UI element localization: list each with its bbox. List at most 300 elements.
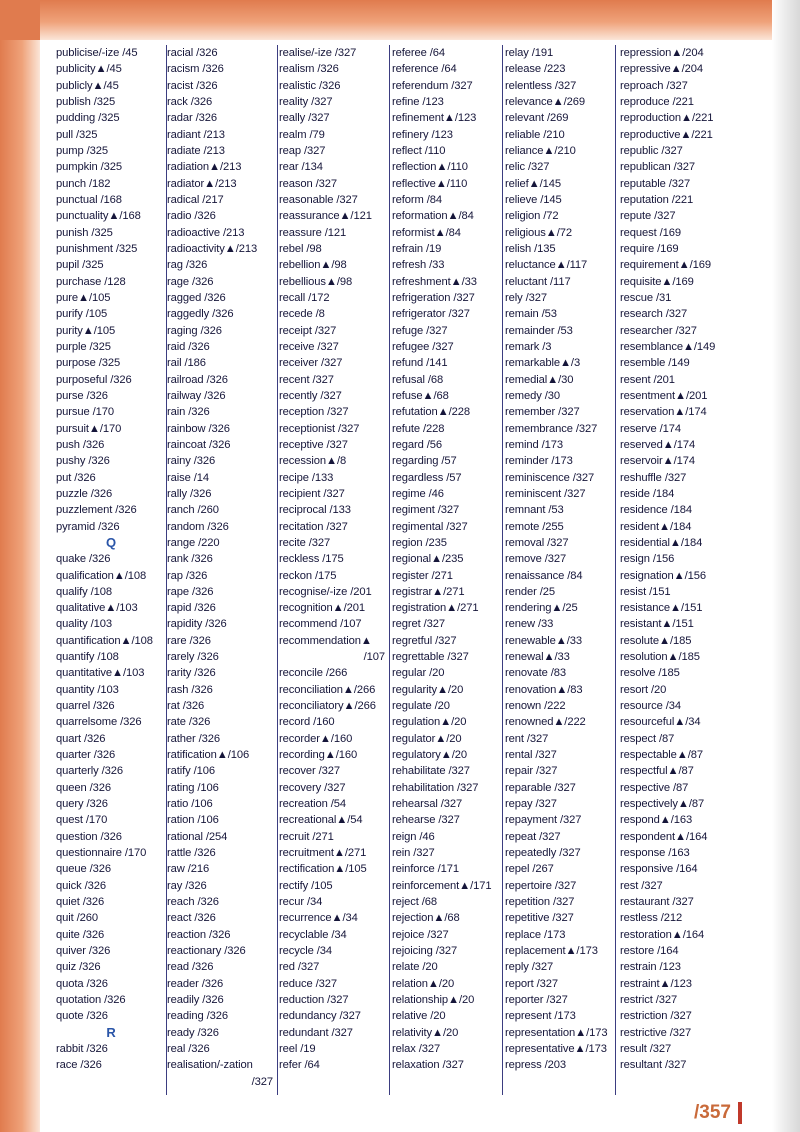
index-entry: real /326	[167, 1043, 210, 1056]
index-entry: relish /135	[505, 242, 556, 255]
index-entry: reject /68	[392, 896, 438, 909]
index-entry: raw /216	[167, 863, 210, 876]
index-entry: resignation▲/156	[620, 569, 706, 582]
index-entry: refrigeration /327	[392, 291, 475, 304]
index-entry: put /326	[56, 471, 96, 484]
index-entry: red /327	[279, 961, 320, 974]
index-entry: racism /326	[167, 63, 224, 76]
index-entry: random /326	[167, 520, 229, 533]
index-entry: raincoat /326	[167, 438, 231, 451]
index-entry: regional▲/235	[392, 553, 464, 566]
index-entry: recycle /34	[279, 945, 332, 958]
index-entry: relic /327	[505, 161, 550, 174]
index-entry: redundant /327	[279, 1026, 353, 1039]
index-entry: racial /326	[167, 47, 218, 59]
index-entry: renewable▲/33	[505, 634, 582, 647]
index-entry: respect /87	[620, 732, 675, 745]
index-entry: rehabilitate /327	[392, 765, 470, 778]
index-entry: quota /326	[56, 977, 108, 990]
index-entry: reception /327	[279, 406, 349, 419]
index-entry: reality /327	[279, 95, 333, 108]
index-entry: refute /228	[392, 422, 445, 435]
index-entry: ranch /260	[167, 504, 219, 517]
index-entry: punishment /325	[56, 242, 138, 255]
index-entry: repay /327	[505, 798, 557, 811]
index-entry: rack /326	[167, 95, 213, 108]
index-entry: ration /106	[167, 814, 219, 827]
index-entry: recyclable /34	[279, 928, 347, 941]
index-entry: resource /34	[620, 700, 681, 713]
index-entry: relate /20	[392, 961, 438, 974]
index-entry: responsive /164	[620, 863, 698, 876]
index-entry: replace /173	[505, 928, 566, 941]
index-entry: pursue /170	[56, 406, 114, 419]
index-entry: repetitive /327	[505, 912, 574, 925]
index-entry: radar /326	[167, 112, 217, 125]
index-entry: repression▲/204	[620, 47, 704, 59]
index-entry: range /220	[167, 536, 220, 549]
index-entry: refund /141	[392, 357, 448, 370]
index-entry: radioactive /213	[167, 226, 245, 239]
index-entry: resolute▲/185	[620, 634, 692, 647]
index-entry: rat /326	[167, 700, 205, 713]
index-entry: radiator▲/213	[167, 177, 237, 190]
index-entry: reshuffle /327	[620, 471, 687, 484]
index-entry: receive /327	[279, 340, 339, 353]
index-entry: recent /327	[279, 373, 334, 386]
index-entry: reluctance▲/117	[505, 259, 588, 272]
index-entry: recede /8	[279, 308, 325, 321]
index-entry: repair /327	[505, 765, 558, 778]
index-entry: regarding /57	[392, 455, 457, 468]
index-entry: rap /326	[167, 569, 208, 582]
index-entry: rescue /31	[620, 291, 672, 304]
index-entry: restless /212	[620, 912, 683, 925]
index-entry: remote /255	[505, 520, 564, 533]
index-entry: relieve /145	[505, 193, 562, 206]
index-entry: receipt /327	[279, 324, 337, 337]
index-entry: realism /326	[279, 63, 339, 76]
index-entry: refugee /327	[392, 340, 454, 353]
index-entry: regiment /327	[392, 504, 460, 517]
index-entry: recovery /327	[279, 781, 346, 794]
index-entry: recreation /54	[279, 798, 347, 811]
index-entry: quarterly /326	[56, 765, 124, 778]
index-entry: refuse▲/68	[392, 389, 449, 402]
index-entry: reparable /327	[505, 781, 576, 794]
index-entry: pump /325	[56, 144, 108, 157]
index-entry: reign /46	[392, 830, 435, 843]
index-column-6	[620, 45, 730, 1095]
index-entry: reliable /210	[505, 128, 565, 141]
index-entry: rejoice /327	[392, 928, 449, 941]
index-entry: refer /64	[279, 1059, 320, 1072]
index-entry: rapid /326	[167, 602, 216, 615]
index-entry: quick /326	[56, 879, 106, 892]
index-entry: quarrelsome /326	[56, 716, 142, 729]
index-entry: purpose /325	[56, 357, 121, 370]
index-entry: research /327	[620, 308, 688, 321]
index-entry: radical /217	[167, 193, 224, 206]
index-entry: pushy /326	[56, 455, 110, 468]
index-entry: quantity /103	[56, 683, 119, 696]
index-column-4	[392, 45, 503, 1095]
index-entry: queue /326	[56, 863, 111, 876]
section-letter: R	[106, 1024, 116, 1040]
index-entry: reader /326	[167, 977, 224, 990]
index-entry: renewal▲/33	[505, 651, 570, 664]
index-entry: repeat /327	[505, 830, 561, 843]
index-entry: renovation▲/83	[505, 683, 583, 696]
index-entry: recognise/-ize /201	[279, 585, 372, 598]
index-entry: quality /103	[56, 618, 113, 631]
index-entry: purity▲/105	[56, 324, 116, 337]
index-entry: read /326	[167, 961, 214, 974]
index-entry: relaxation /327	[392, 1059, 464, 1072]
index-entry: rainy /326	[167, 455, 216, 468]
index-entry: purse /326	[56, 389, 108, 402]
index-entry: regulator▲/20	[392, 732, 462, 745]
index-entry: recipe /133	[279, 471, 334, 484]
index-entry: resent /201	[620, 373, 675, 386]
index-entry: rehearse /327	[392, 814, 460, 827]
index-entry: reactionary /326	[167, 945, 246, 958]
index-entry: reason /327	[279, 177, 337, 190]
index-entry: reconcile /266	[279, 667, 348, 680]
index-entry: recently /327	[279, 389, 342, 402]
index-entry: reflect /110	[392, 144, 446, 157]
index-entry: railroad /326	[167, 373, 228, 386]
index-entry: quiz /326	[56, 961, 101, 974]
index-entry: quiet /326	[56, 896, 105, 909]
index-entry: reduce /327	[279, 977, 337, 990]
index-entry: regard /56	[392, 438, 442, 451]
index-entry: rectification▲/105	[279, 863, 367, 876]
index-entry: race /326	[56, 1059, 102, 1072]
index-entry: reference /64	[392, 63, 457, 76]
index-entry: reading /326	[167, 1010, 229, 1023]
index-entry: referee /64	[392, 47, 446, 59]
index-entry: reach /326	[167, 896, 219, 909]
index-entry: quit /260	[56, 912, 99, 925]
index-entry: recreational▲/54	[279, 814, 363, 827]
index-entry: quantitative▲/103	[56, 667, 145, 680]
index-entry: recipient /327	[279, 487, 345, 500]
index-entry: relevance▲/269	[505, 95, 585, 108]
index-entry: ready /326	[167, 1026, 219, 1039]
index-entry: ray /326	[167, 879, 207, 892]
index-entry: reproduce /221	[620, 95, 694, 108]
index-entry: reproductive▲/221	[620, 128, 713, 141]
page-right-shadow	[772, 0, 800, 1132]
index-entry: reformation▲/84	[392, 210, 474, 223]
index-entry: recite /327	[279, 536, 331, 549]
index-entry: release /223	[505, 63, 566, 76]
index-entry: region /235	[392, 536, 447, 549]
index-entry: reproach /327	[620, 79, 688, 92]
index-entry: rarely /326	[167, 651, 219, 664]
index-entry: rarity /326	[167, 667, 216, 680]
index-entry: reel /19	[279, 1043, 316, 1056]
index-entry: quarter /326	[56, 749, 116, 762]
index-entry: respectful▲/87	[620, 765, 694, 778]
index-entry: reciprocal /133	[279, 504, 351, 517]
index-entry: repertoire /327	[505, 879, 577, 892]
index-entry: recover /327	[279, 765, 340, 778]
index-entry: quantify /108	[56, 651, 119, 664]
index-entry: recording▲/160	[279, 749, 358, 762]
index-entry: regretful /327	[392, 634, 457, 647]
index-entry: reform /84	[392, 193, 442, 206]
index-entry: reflection▲/110	[392, 161, 468, 174]
index-entry: pure▲/105	[56, 291, 111, 304]
index-entry: pyramid /326	[56, 520, 120, 533]
index-entry: push /326	[56, 438, 105, 451]
index-entry: respectively▲/87	[620, 798, 705, 811]
index-entry: respective /87	[620, 781, 689, 794]
index-entry: restrict /327	[620, 994, 678, 1007]
index-entry: publicise/-ize /45	[56, 47, 138, 59]
index-entry: resident▲/184	[620, 520, 692, 533]
index-entry: qualify /108	[56, 585, 113, 598]
index-entry: reminiscent /327	[505, 487, 586, 500]
index-entry: realm /79	[279, 128, 325, 141]
index-entry: raid /326	[167, 340, 210, 353]
index-entry: remark /3	[505, 340, 552, 353]
index-entry: recommendation▲	[279, 634, 372, 647]
index-entry: rain /326	[167, 406, 210, 419]
index-entry: reminder /173	[505, 455, 573, 468]
index-entry: renowned▲/222	[505, 716, 586, 729]
index-entry: reservation▲/174	[620, 406, 707, 419]
index-entry: reliance▲/210	[505, 144, 576, 157]
index-entry: resolution▲/185	[620, 651, 700, 664]
index-entry: rather /326	[167, 732, 221, 745]
index-entry: reputable /327	[620, 177, 691, 190]
page-top-edge	[0, 0, 800, 40]
index-entry: relevant /269	[505, 112, 569, 125]
index-entry: ratify /106	[167, 765, 216, 778]
index-entry: relief▲/145	[505, 177, 561, 190]
index-entry: punish /325	[56, 226, 113, 239]
index-entry: refreshment▲/33	[392, 275, 477, 288]
index-entry: remember /327	[505, 406, 580, 419]
index-entry: rehabilitation /327	[392, 781, 479, 794]
index-entry: radioactivity▲/213	[167, 242, 258, 255]
index-entry: reluctant /117	[505, 275, 571, 288]
index-entry: repute /327	[620, 210, 676, 223]
index-entry: recommend /107	[279, 618, 362, 631]
index-entry: rely /327	[505, 291, 548, 304]
index-entry: representative▲/173	[505, 1043, 607, 1056]
index-entry: publish /325	[56, 95, 116, 108]
index-entry: restriction /327	[620, 1010, 692, 1023]
index-entry: raise /14	[167, 471, 210, 484]
index-entry: receptionist /327	[279, 422, 360, 435]
index-entry: refusal /68	[392, 373, 444, 386]
index-entry: resort /20	[620, 683, 667, 696]
index-entry: recognition▲/201	[279, 602, 365, 615]
index-entry: restoration▲/164	[620, 928, 705, 941]
index-entry: ratification▲/106	[167, 749, 250, 762]
index-entry: resourceful▲/34	[620, 716, 701, 729]
index-entry: repetition /327	[505, 896, 575, 909]
index-entry: remove /327	[505, 553, 567, 566]
index-entry: readily /326	[167, 994, 224, 1007]
index-entry: refinement▲/123	[392, 112, 477, 125]
index-entry: result /327	[620, 1043, 672, 1056]
index-entry: questionnaire /170	[56, 847, 147, 860]
index-entry: reply /327	[505, 961, 554, 974]
index-entry: reassure /121	[279, 226, 347, 239]
index-entry: reflective▲/110	[392, 177, 468, 190]
index-entry: renovate /83	[505, 667, 566, 680]
index-entry: refrain /19	[392, 242, 442, 255]
index-entry: reconciliation▲/266	[279, 683, 376, 696]
index-entry: purple /325	[56, 340, 111, 353]
index-entry: resistant▲/151	[620, 618, 694, 631]
index-entry: response /163	[620, 847, 690, 860]
index-entry: restrain /123	[620, 961, 681, 974]
index-entry: reproduction▲/221	[620, 112, 714, 125]
index-entry: republic /327	[620, 144, 683, 157]
index-column-3	[279, 45, 390, 1095]
index-entry: renown /222	[505, 700, 566, 713]
index-entry: registration▲/271	[392, 602, 479, 615]
index-entry: reckon /175	[279, 569, 337, 582]
index-entry: radiate /213	[167, 144, 225, 157]
index-entry: replacement▲/173	[505, 945, 598, 958]
index-entry: ratio /106	[167, 798, 213, 811]
index-entry: reinforcement▲/171	[392, 879, 492, 892]
index-entry: rattle /326	[167, 847, 216, 860]
index-entry: remnant /53	[505, 504, 564, 517]
index-entry: religious▲/72	[505, 226, 572, 239]
index-entry: reassurance▲/121	[279, 210, 372, 223]
index-entry: quiver /326	[56, 945, 111, 958]
index-entry: resign /156	[620, 553, 675, 566]
index-entry-continuation: /327	[251, 1075, 273, 1088]
index-entry: removal /327	[505, 536, 569, 549]
index-entry: respondent▲/164	[620, 830, 708, 843]
index-entry: resemble /149	[620, 357, 690, 370]
index-entry: rational /254	[167, 830, 228, 843]
index-entry: repayment /327	[505, 814, 582, 827]
index-entry: question /326	[56, 830, 122, 843]
index-entry: rash /326	[167, 683, 213, 696]
index-entry: regularity▲/20	[392, 683, 464, 696]
index-entry: recession▲/8	[279, 455, 347, 468]
index-entry: radiant /213	[167, 128, 225, 141]
index-entry: quake /326	[56, 553, 111, 566]
index-entry: rein /327	[392, 847, 435, 860]
index-entry: rating /106	[167, 781, 219, 794]
index-entry-continuation: /107	[363, 651, 385, 664]
index-entry: racist /326	[167, 79, 218, 92]
index-entry: record /160	[279, 716, 335, 729]
index-entry: resist /151	[620, 585, 671, 598]
index-entry: researcher /327	[620, 324, 697, 337]
index-entry: require /169	[620, 242, 679, 255]
index-entry: relax /327	[392, 1043, 441, 1056]
index-entry: resistance▲/151	[620, 602, 703, 615]
index-entry: quantification▲/108	[56, 634, 153, 647]
index-entry: rear /134	[279, 161, 323, 174]
index-entry: quote /326	[56, 1010, 108, 1023]
page-number: /357	[694, 1102, 742, 1124]
index-entry: qualitative▲/103	[56, 602, 138, 615]
index-entry: reporter /327	[505, 994, 568, 1007]
index-entry: requirement▲/169	[620, 259, 711, 272]
index-entry: reap /327	[279, 144, 326, 157]
index-entry: reminiscence /327	[505, 471, 595, 484]
index-entry: refrigerator /327	[392, 308, 470, 321]
index-entry: refine /123	[392, 95, 444, 108]
index-entry: pudding /325	[56, 112, 120, 125]
index-entry: quart /326	[56, 732, 106, 745]
index-entry: regardless /57	[392, 471, 462, 484]
index-entry: recurrence▲/34	[279, 912, 358, 925]
index-entry: radio /326	[167, 210, 216, 223]
index-column-5	[505, 45, 616, 1095]
index-entry: reservoir▲/174	[620, 455, 695, 468]
index-entry: purposeful /326	[56, 373, 132, 386]
index-entry: residence /184	[620, 504, 692, 517]
index-entry: rejoicing /327	[392, 945, 458, 958]
index-entry: react /326	[167, 912, 216, 925]
index-entry: really /327	[279, 112, 330, 125]
index-entry: reduction /327	[279, 994, 349, 1007]
index-entry: pumpkin /325	[56, 161, 122, 174]
index-entry: rejection▲/68	[392, 912, 460, 925]
index-entry: residential▲/184	[620, 536, 703, 549]
index-entry: rectify /105	[279, 879, 333, 892]
index-entry: puzzlement /326	[56, 504, 137, 517]
index-entry: quarrel /326	[56, 700, 115, 713]
index-entry: pupil /325	[56, 259, 104, 272]
index-entry: remind /173	[505, 438, 563, 451]
index-entry: renaissance /84	[505, 569, 583, 582]
index-entry: regulatory▲/20	[392, 749, 467, 762]
index-entry: publicity▲/45	[56, 63, 122, 76]
index-entry: resolve /185	[620, 667, 680, 680]
index-entry: ragged /326	[167, 291, 226, 304]
index-entry: requisite▲/169	[620, 275, 694, 288]
index-entry: resentment▲/201	[620, 389, 708, 402]
index-entry: registrar▲/271	[392, 585, 465, 598]
index-entry: relentless /327	[505, 79, 577, 92]
index-entry: respectable▲/87	[620, 749, 703, 762]
index-entry: relay /191	[505, 47, 554, 59]
index-entry: puzzle /326	[56, 487, 113, 500]
page-left-edge	[0, 0, 40, 1132]
index-entry: rare /326	[167, 634, 211, 647]
index-entry: rape /326	[167, 585, 214, 598]
index-entry: rehearsal /327	[392, 798, 463, 811]
index-entry: relativity▲/20	[392, 1026, 459, 1039]
index-entry: rate /326	[167, 716, 211, 729]
index-entry: remembrance /327	[505, 422, 598, 435]
index-entry: regimental /327	[392, 520, 468, 533]
index-entry: rebellious▲/98	[279, 275, 353, 288]
index-entry: reckless /175	[279, 553, 344, 566]
index-entry: quotation /326	[56, 994, 126, 1007]
index-entry: repressive▲/204	[620, 63, 703, 76]
index-entry: reside /184	[620, 487, 675, 500]
index-entry: remedy /30	[505, 389, 560, 402]
index-entry: render /25	[505, 585, 555, 598]
index-entry: relative /20	[392, 1010, 446, 1023]
